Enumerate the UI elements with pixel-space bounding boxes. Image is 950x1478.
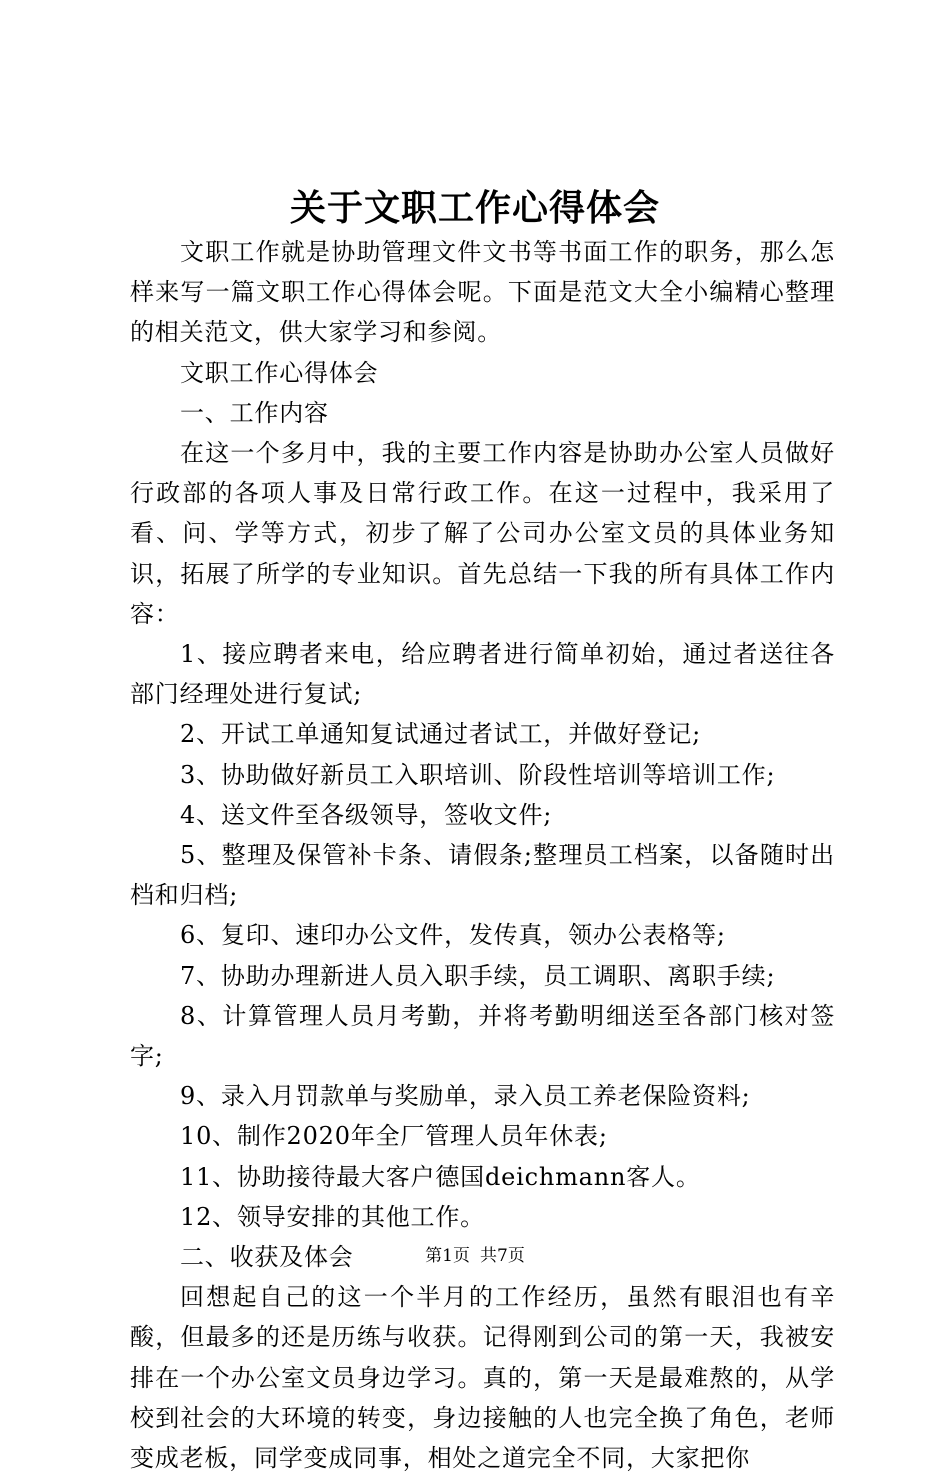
list-item: 12、领导安排的其他工作。 (180, 1202, 485, 1231)
list-item: 11、协助接待最大客户德国deichmann客人。 (180, 1162, 701, 1191)
section-heading-gains: 二、收获及体会 (180, 1243, 354, 1272)
list-item: 6、复印、速印办公文件，发传真，领办公表格等; (180, 921, 726, 950)
section-heading-work-content: 一、工作内容 (180, 398, 329, 427)
list-item: 9、录入月罚款单与奖励单，录入员工养老保险资料; (180, 1082, 751, 1111)
document-body (130, 232, 835, 1478)
list-item: 1、接应聘者来电，给应聘者进行简单初始，通过者送往各部门经理处进行复试; (130, 640, 835, 709)
list-item: 8、计算管理人员月考勤，并将考勤明细送至各部门核对签字; (130, 1001, 835, 1071)
intro-paragraph: 文职工作就是协助管理文件文书等书面工作的职务，那么怎样来写一篇文职工作心得体会呢。下面是范文大全小编精心整理的相关范文，供大家学习和参阅。 (130, 238, 835, 347)
document-title: 关于文职工作心得体会 (289, 187, 660, 229)
page-footer (0, 1244, 950, 1268)
list-item: 5、整理及保管补卡条、请假条;整理员工档案，以备随时出档和归档; (130, 841, 835, 910)
list-item: 10、制作2020年全厂管理人员年休表; (180, 1122, 608, 1151)
list-item: 4、送文件至各级领导，签收文件; (180, 800, 553, 829)
body-paragraph: 在这一个多月中，我的主要工作内容是协助办公室人员做好行政部的各项人事及日常行政工作。在这一过程中，我采用了看、问、学等方式，初步了解了公司办公室文员的具体业务知识，拓展了所学的专业知识。首先总结一下我的所有具体工作内容： (130, 439, 835, 628)
page-number: 第1页 (425, 1246, 470, 1266)
page-total: 共7页 (480, 1246, 525, 1266)
list-item: 7、协助办理新进人员入职手续，员工调职、离职手续; (180, 961, 776, 990)
list-item: 2、开试工单通知复试通过者试工，并做好登记; (180, 720, 701, 749)
body-paragraph: 回想起自己的这一个半月的工作经历，虽然有眼泪也有辛酸，但最多的还是历练与收获。记得刚到公司的第一天，我被安排在一个办公室文员身边学习。真的，第一天是最难熬的，从学校到社会的大环境的转变，身边接触的人也完全换了角色，老师变成老板，同学变成同事，相处之道完全不同，大家把你 (130, 1283, 835, 1473)
list-item: 3、协助做好新员工入职培训、阶段性培训等培训工作; (180, 760, 776, 789)
section-subtitle: 文职工作心得体会 (180, 358, 379, 387)
